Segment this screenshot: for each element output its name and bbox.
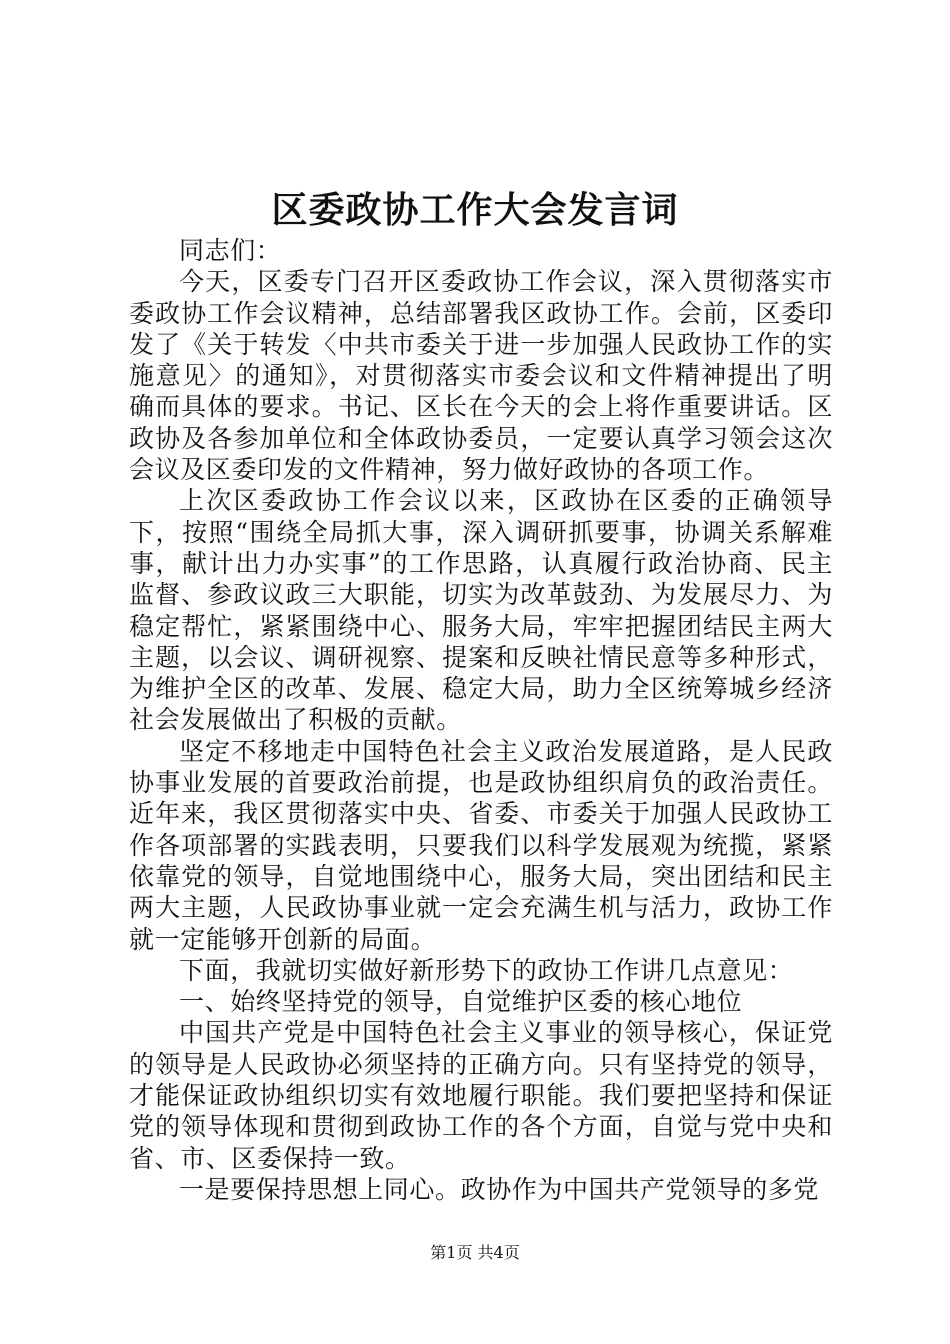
body-paragraph: 今天，区委专门召开区委政协工作会议，深入贯彻落实市委政协工作会议精神，总结部署我区政协工作。会前，区委印发了《关于转发〈中共市委关于进一步加强人民政协工作的实施意见〉的通知》，对贯彻落实市委会议和文件精神提出了明确而具体的要求。书记、区长在今天的会上将作重要讲话。区政协及各参加单位和全体政协委员，一定要认真学习领会这次会议及区委印发的文件精神，努力做好政协的各项工作。 [129,267,833,485]
body-paragraph: 上次区委政协工作会议以来，区政协在区委的正确领导下，按照“围绕全局抓大事，深入调研抓要事，协调关系解难事，献计出力办实事”的工作思路，认真履行政治协商、民主监督、参政议政三大职能，切实为改革鼓劲、为发展尽力、为稳定帮忙，紧紧围绕中心、服务大局，牢牢把握团结民主两大主题，以会议、调研视察、提案和反映社情民意等多种形式，为维护全区的改革、发展、稳定大局，助力全区统筹城乡经济社会发展做出了积极的贡献。 [129,486,833,735]
body-paragraph: 中国共产党是中国特色社会主义事业的领导核心，保证党的领导是人民政协必须坚持的正确方向。只有坚持党的领导，才能保证政协组织切实有效地履行职能。我们要把坚持和保证党的领导体现和贯彻到政协工作的各个方面，自觉与党中央和省、市、区委保持一致。 [129,1018,833,1173]
body-paragraph: 坚定不移地走中国特色社会主义政治发展道路，是人民政协事业发展的首要政治前提，也是政协组织肩负的政治责任。近年来，我区贯彻落实中央、省委、市委关于加强人民政协工作各项部署的实践表明，只要我们以科学发展观为统揽，紧紧依靠党的领导，自觉地围绕中心，服务大局，突出团结和民主两大主题，人民政协事业就一定会充满生机与活力，政协工作就一定能够开创新的局面。 [129,736,833,954]
greeting-paragraph: 同志们： [179,236,282,265]
body-paragraph: 下面，我就切实做好新形势下的政协工作讲几点意见： [179,955,794,985]
section-heading: 一、始终坚持党的领导，自觉维护区委的核心地位 [179,987,743,1017]
page-footer: 第1页 共4页 [430,1243,520,1262]
body-paragraph: 一是要保持思想上同心。政协作为中国共产党领导的多党 [179,1174,820,1204]
document-body [129,235,833,1205]
document-title: 区委政协工作大会发言词 [271,189,679,231]
